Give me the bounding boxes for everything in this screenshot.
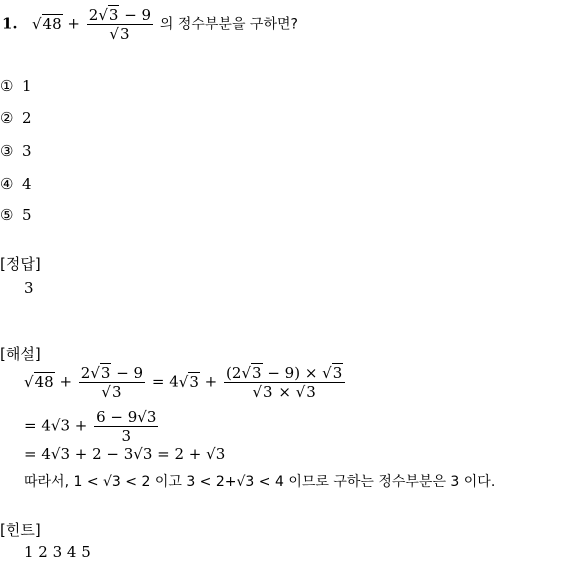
option-5[interactable] [0,205,32,225]
explanation-heading: [해설] [0,345,41,363]
option-1-mark: ① [0,77,14,95]
option-3-mark: ③ [0,142,14,160]
question-prompt: 의 정수부분을 구하면? [159,16,298,33]
question-radical-1: √48 [31,14,62,33]
option-2-mark: ② [0,109,14,127]
explanation-line-2: = 4√3 + $\frac{6 - 9√3}{3}$ [24,408,157,445]
option-2-label: 2 [22,109,32,127]
option-1[interactable] [0,76,32,96]
option-4-label: 4 [22,175,32,193]
explanation-line-4: 따라서, 1 < √3 < 2 이고 3 < 2+√3 < 4 이므로 구하는 정수부분은 3 이다. [24,474,496,490]
hint-heading: [힌트] [0,521,41,539]
question-line [2,6,298,43]
answer-heading: [정답] [0,255,41,273]
option-1-label: 1 [22,77,32,95]
option-4-mark: ④ [0,175,14,193]
option-4[interactable] [0,174,32,194]
explanation-line-1: √48 + $\frac{2√3 - 9}{√3}$ = 4√3 + $\frac{(2√3 - 9) \times √3}{√3 \times √3}$ [24,364,347,401]
question-number: 1. [2,14,18,33]
question-plus: + [67,14,80,33]
option-3-label: 3 [22,142,32,160]
question-fraction: $\frac{2√3 - 9}{√3}$ [88,6,152,43]
option-5-mark: ⑤ [0,206,14,224]
option-2[interactable] [0,108,32,128]
hint-value: 1 2 3 4 5 [24,543,91,561]
option-5-label: 5 [22,206,32,224]
option-3[interactable] [0,141,32,161]
explanation-line-3: = 4√3 + 2 − 3√3 = 2 + √3 [24,445,226,463]
answer-value: 3 [24,279,34,297]
